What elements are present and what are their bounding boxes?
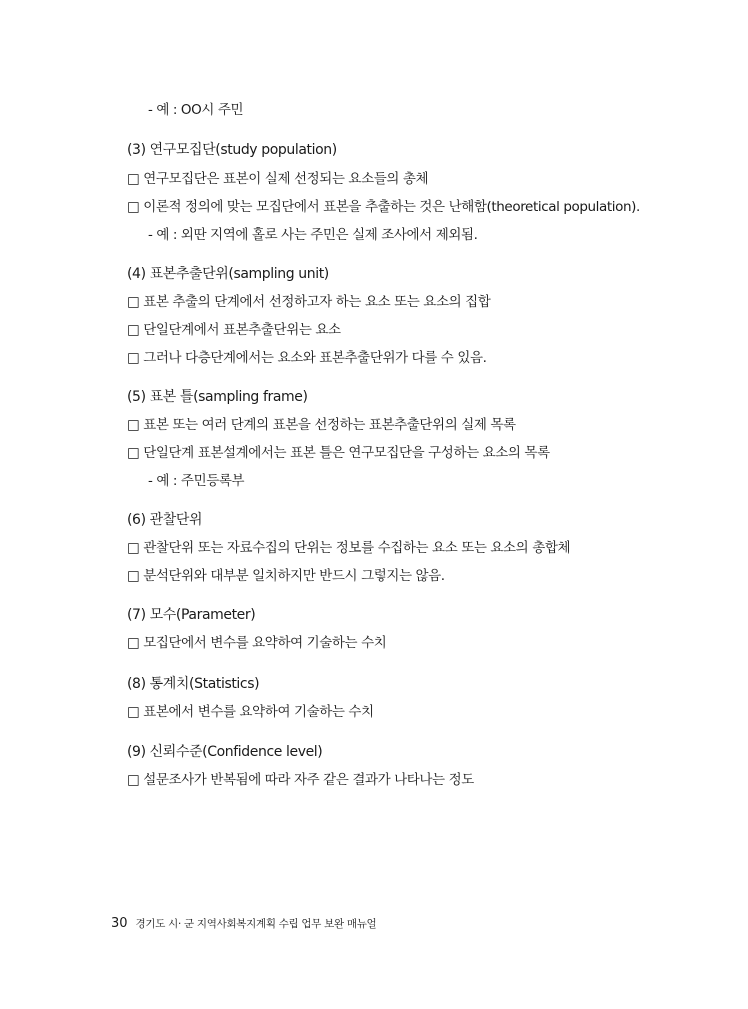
page-footer [111, 917, 376, 931]
bullet-item: □ 그러나 다층단계에서는 요소와 표본추출단위가 다를 수 있음. [127, 350, 487, 366]
bullet-item: □ 표본 추출의 단계에서 선정하고자 하는 요소 또는 요소의 집합 [127, 294, 491, 310]
bullet-item: □ 연구모집단은 표본이 실제 선정되는 요소들의 총체 [127, 171, 429, 187]
bullet-item: □ 이론적 정의에 맞는 모집단에서 표본을 추출하는 것은 난해함(theoretical population). [127, 199, 640, 215]
bullet-item: □ 모집단에서 변수를 요약하여 기술하는 수치 [127, 635, 387, 651]
bullet-item: □ 단일단계에서 표본추출단위는 요소 [127, 322, 341, 338]
section-heading-confidence-level: (9) 신뢰수준(Confidence level) [127, 744, 323, 760]
bullet-item: □ 표본 또는 여러 단계의 표본을 선정하는 표본추출단위의 실제 목록 [127, 417, 516, 433]
page-number: 30 [111, 916, 128, 931]
section-heading-observation-unit: (6) 관찰단위 [127, 512, 203, 528]
bullet-item: □ 설문조사가 반복됨에 따라 자주 같은 결과가 나타나는 정도 [127, 772, 474, 788]
section-heading-sampling-unit: (4) 표본추출단위(sampling unit) [127, 266, 329, 282]
bullet-item: □ 단일단계 표본설계에서는 표본 틀은 연구모집단을 구성하는 요소의 목록 [127, 445, 550, 461]
example-line: - 예 : OO시 주민 [148, 102, 244, 118]
example-line: - 예 : 주민등록부 [148, 473, 245, 489]
bullet-item: □ 표본에서 변수를 요약하여 기술하는 수치 [127, 704, 374, 720]
section-heading-sampling-frame: (5) 표본 틀(sampling frame) [127, 389, 308, 405]
section-heading-statistics: (8) 통계치(Statistics) [127, 676, 260, 692]
footer-title: 경기도 시· 군 지역사회복지계획 수립 업무 보완 매뉴얼 [135, 918, 377, 930]
section-heading-parameter: (7) 모수(Parameter) [127, 607, 256, 623]
bullet-item: □ 분석단위와 대부분 일치하지만 반드시 그렇지는 않음. [127, 568, 445, 584]
example-line: - 예 : 외딴 지역에 홀로 사는 주민은 실제 조사에서 제외됨. [148, 227, 478, 243]
section-heading-study-population: (3) 연구모집단(study population) [127, 142, 337, 158]
bullet-item: □ 관찰단위 또는 자료수집의 단위는 정보를 수집하는 요소 또는 요소의 총합체 [127, 540, 571, 556]
